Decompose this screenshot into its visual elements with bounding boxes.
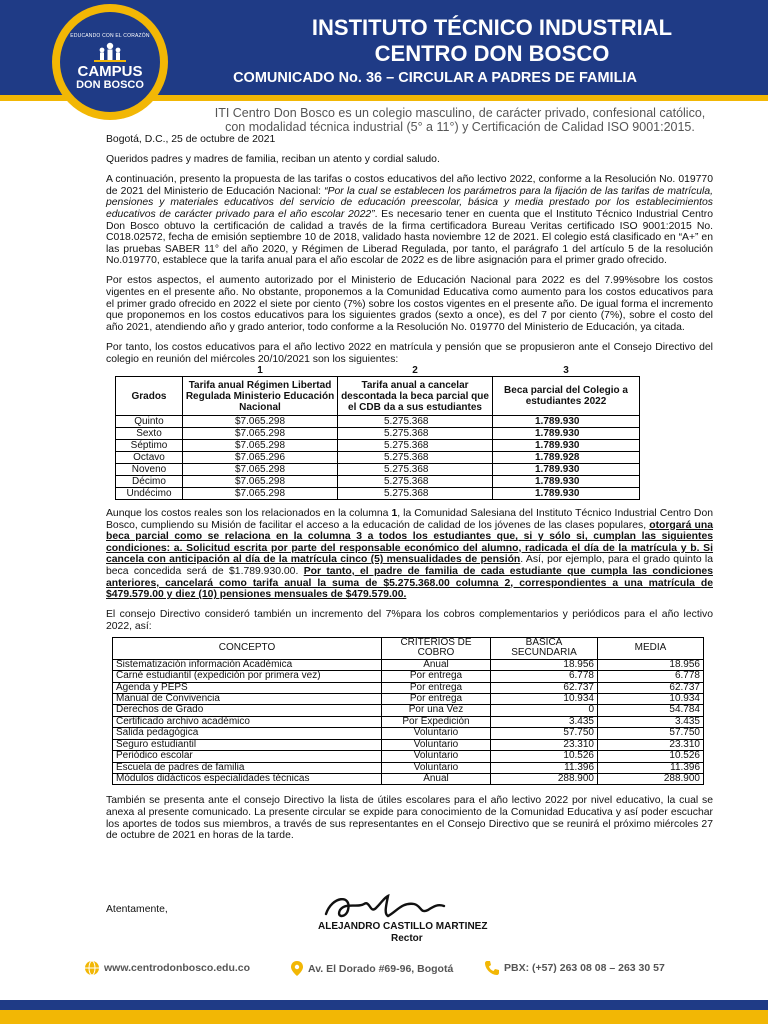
media-cell: 10.526 [598, 751, 704, 762]
charges-table [112, 637, 704, 785]
grade-cell: Undécimo [116, 488, 183, 500]
footer-website-item [84, 960, 250, 976]
scholarship-cell: 1.789.930 [493, 488, 640, 500]
criteria-cell: Por entrega [382, 671, 491, 682]
table-row [116, 488, 640, 500]
concept-cell: Agenda y PEPS [113, 682, 382, 693]
secondary-cell: 0 [491, 705, 598, 716]
secondary-cell: 6.778 [491, 671, 598, 682]
table-row [113, 671, 704, 682]
paragraph-closing-notes: También se presenta ante el consejo Directivo la lista de útiles escolares para el año lectivo 2022 por nivel educativo, la cual se anexa al presente comunicado. La presente circular se expide para conocimiento de la Comunidad Educativa y así poder escuchar los aportes de todos sus miembros, a través de sus representantes en el Consejo Directivo que se reunirá el próximo miércoles 27 de octubre de 2021 en horas de la tarde. [106, 795, 713, 842]
discounted-fee-cell: 5.275.368 [338, 416, 493, 428]
charges-header-concept: CONCEPTO [113, 638, 382, 660]
regulated-fee-cell: $7.065.298 [183, 476, 338, 488]
charges-header-media: MEDIA [598, 638, 704, 660]
p1-quote: “Por la cual se establecen los parámetros para la fijación de las tarifas de matrícula, pensiones y materiales educativos del servicio de educación preescolar, básica y media prestado por los establecimientos educativos de carácter privado para el año escolar 2022” [106, 185, 713, 220]
concept-cell: Sistematización información Académica [113, 659, 382, 670]
criteria-cell: Por entrega [382, 694, 491, 705]
tuition-table [115, 365, 640, 500]
scholarship-cell: 1.789.928 [493, 452, 640, 464]
secondary-cell: 23.310 [491, 739, 598, 750]
concept-cell: Carné estudiantil (expedición por primera vez) [113, 671, 382, 682]
criteria-cell: Voluntario [382, 739, 491, 750]
footer [0, 948, 768, 988]
grade-cell: Sexto [116, 428, 183, 440]
letter-greeting: Queridos padres y madres de familia, reciban un atento y cordial saludo. [106, 154, 440, 166]
location-pin-icon [290, 960, 304, 977]
table-row [113, 694, 704, 705]
table-header-discounted-fee: Tarifa anual a cancelar descontada la beca parcial que el CDB da a sus estudiantes [338, 377, 493, 416]
media-cell: 6.778 [598, 671, 704, 682]
secondary-cell: 57.750 [491, 728, 598, 739]
secondary-cell: 10.934 [491, 694, 598, 705]
media-cell: 23.310 [598, 739, 704, 750]
media-cell: 11.396 [598, 762, 704, 773]
media-cell: 18.956 [598, 659, 704, 670]
regulated-fee-cell: $7.065.298 [183, 416, 338, 428]
regulated-fee-cell: $7.065.298 [183, 464, 338, 476]
discounted-fee-cell: 5.275.368 [338, 476, 493, 488]
discounted-fee-cell: 5.275.368 [338, 488, 493, 500]
letter-date: Bogotá, D.C., 25 de octubre de 2021 [106, 134, 276, 145]
logo-campus: CAMPUS [77, 63, 143, 80]
table-row [113, 728, 704, 739]
footer-address: Av. El Dorado #69-96, Bogotá [308, 962, 454, 975]
concept-cell: Salida pedagógica [113, 728, 382, 739]
column-number-3: 3 [563, 365, 569, 377]
secondary-cell: 62.737 [491, 682, 598, 693]
p4-text-b: , la Comunidad Salesiana del Instituto Técnico Industrial Centro Don Bosco, cumpliendo su Misión de facilitar el acceso a la educación de calidad de los jóvenes de las clases populares, [106, 508, 713, 531]
media-cell: 10.934 [598, 694, 704, 705]
table-row [116, 464, 640, 476]
media-cell: 54.784 [598, 705, 704, 716]
people-icon [90, 41, 130, 63]
table-row [113, 682, 704, 693]
discounted-fee-cell: 5.275.368 [338, 452, 493, 464]
institution-title-line1: INSTITUTO TÉCNICO INDUSTRIAL [311, 15, 673, 40]
column-number-1: 1 [257, 365, 263, 377]
media-cell: 3.435 [598, 716, 704, 727]
criteria-cell: Voluntario [382, 751, 491, 762]
criteria-cell: Voluntario [382, 728, 491, 739]
table-row [113, 773, 704, 784]
charges-header-criteria: CRITERIOS DE COBRO [382, 638, 491, 660]
concept-cell: Seguro estudiantil [113, 739, 382, 750]
footer-phone-item [484, 960, 665, 976]
table-row [116, 452, 640, 464]
p4-text-a: Aunque los costos reales son los relacionados en la columna [106, 508, 392, 520]
footer-address-item [290, 960, 453, 977]
concept-cell: Escuela de padres de familia [113, 762, 382, 773]
concept-cell: Certificado archivo académico [113, 716, 382, 727]
school-logo [52, 4, 168, 120]
footer-phone: PBX: (+57) 263 08 08 – 263 30 57 [504, 962, 665, 974]
paragraph-scholarship [106, 508, 713, 601]
scholarship-cell: 1.789.930 [493, 416, 640, 428]
regulated-fee-cell: $7.065.298 [183, 428, 338, 440]
table-header-regulated-fee: Tarifa anual Régimen Libertad Regulada Ministerio Educación Nacional [183, 377, 338, 416]
p4-payment-terms: Por tanto, el padre de familia de cada estudiante que cumpla las condiciones anteriores, cancelará como tarifa anual la suma de $5.275.368.00 columna 2, correspondientes a una matrícula de $479.579.00 y diez (10) pensiones mensuales de $479.579.00. [106, 566, 713, 601]
criteria-cell: Por Expedición [382, 716, 491, 727]
criteria-cell: Anual [382, 773, 491, 784]
regulated-fee-cell: $7.065.298 [183, 488, 338, 500]
grade-cell: Décimo [116, 476, 183, 488]
concept-cell: Periódico escolar [113, 751, 382, 762]
table-row [113, 739, 704, 750]
regulated-fee-cell: $7.065.296 [183, 452, 338, 464]
p4-text-c: . Así, por ejemplo, para el grado quinto la beca concedida será de $1.789.930.00. [106, 554, 713, 578]
criteria-cell: Voluntario [382, 762, 491, 773]
secondary-cell: 3.435 [491, 716, 598, 727]
intro-line-1: ITI Centro Don Bosco es un colegio masculino, de carácter privado, confesional católico, [214, 106, 706, 120]
media-cell: 62.737 [598, 682, 704, 693]
regulated-fee-cell: $7.065.298 [183, 440, 338, 452]
globe-icon [84, 960, 100, 976]
column-number-2: 2 [412, 365, 418, 377]
scholarship-cell: 1.789.930 [493, 440, 640, 452]
concept-cell: Manual de Convivencia [113, 694, 382, 705]
table-row [113, 705, 704, 716]
institution-intro [170, 106, 750, 134]
grade-cell: Quinto [116, 416, 183, 428]
table-header-grades: Grados [116, 377, 183, 416]
grade-cell: Octavo [116, 452, 183, 464]
table-row [116, 440, 640, 452]
concept-cell: Módulos didácticos especialidades técnicas [113, 773, 382, 784]
discounted-fee-cell: 5.275.368 [338, 428, 493, 440]
criteria-cell: Anual [382, 659, 491, 670]
phone-icon [484, 960, 500, 976]
scholarship-cell: 1.789.930 [493, 428, 640, 440]
discounted-fee-cell: 5.275.368 [338, 464, 493, 476]
closing-salutation: Atentamente, [106, 904, 168, 915]
p4-conditions: otorgará una beca parcial como se relaciona en la columna 3 a todos los estudiantes que, si y sólo si, cumplan las siguientes condiciones: a. Solicitud escrita por parte del responsable económico del alumno, radicada el día de la matrícula y b. Si cancela con anticipación al día de la matrícula cinco (5) mensualidades de pensión [106, 519, 713, 566]
secondary-cell: 10.526 [491, 751, 598, 762]
intro-line-2: con modalidad técnica industrial (5° a 11°) y Certificación de Calidad ISO 9001:2015. [225, 120, 695, 134]
table-row [113, 751, 704, 762]
table-row [113, 659, 704, 670]
grade-cell: Noveno [116, 464, 183, 476]
discounted-fee-cell: 5.275.368 [338, 440, 493, 452]
charges-header-secondary: BASICA SECUNDARIA [491, 638, 598, 660]
table-row [116, 476, 640, 488]
table-row [113, 762, 704, 773]
signature-block [106, 890, 706, 950]
communique-title: COMUNICADO No. 36 – CIRCULAR A PADRES DE FAMILIA [233, 70, 637, 86]
logo-tagline: EDUCANDO CON EL CORAZÓN [70, 33, 150, 39]
p1-text-a: A continuación, presento la propuesta de las tarifas o costos educativos del año lectivo 2022, conforme a la Resolución No. 019770 de 2021 del Ministerio de Educación Nacional: [106, 174, 713, 197]
paragraph-charges-intro: El consejo Directivo consideró también un incremento del 7%para los cobros complementarios y periódicos para el año lectivo 2022, así: [106, 609, 713, 632]
institution-title-line2: CENTRO DON BOSCO [374, 41, 610, 66]
media-cell: 288.900 [598, 773, 704, 784]
table-row [113, 716, 704, 727]
footer-bar-yellow [0, 1010, 768, 1024]
table-row [116, 428, 640, 440]
criteria-cell: Por entrega [382, 682, 491, 693]
paragraph-increase: Por estos aspectos, el aumento autorizado por el Ministerio de Educación Nacional para 2022 es del 7.99%sobre los costos vigentes en el presente año. No obstante, proponemos a la Comunidad Educativa como aumento para los costos educativos para el primer grado ofrecido en 2022 el siete por ciento (7%) sobre los costos vigentes en el presente año. De igual forma el incremento que proponemos en los costos educativos para los siguientes grados (sexto a once), es del 7 por ciento (7%), sobre el costo del año 2021, atendiendo año y grado anterior, todo conforme a la Resolución No. 019770 del Ministerio de Educación, ya citada. [106, 275, 713, 333]
grade-cell: Séptimo [116, 440, 183, 452]
paragraph-resolution [106, 174, 713, 267]
p4-column-ref: 1 [391, 508, 398, 520]
paragraph-costs-intro: Por tanto, los costos educativos para el año lectivo 2022 en matrícula y pensión que se propusieron ante el Consejo Directivo del colegio en reunión del miércoles 20/10/2021 son los siguientes: [106, 341, 713, 365]
letter-body [106, 134, 713, 850]
secondary-cell: 11.396 [491, 762, 598, 773]
table-row [116, 416, 640, 428]
footer-website[interactable]: www.centrodonbosco.edu.co [104, 962, 251, 974]
secondary-cell: 288.900 [491, 773, 598, 784]
media-cell: 57.750 [598, 728, 704, 739]
footer-bar-blue [0, 1000, 768, 1010]
scholarship-cell: 1.789.930 [493, 464, 640, 476]
concept-cell: Derechos de Grado [113, 705, 382, 716]
signer-name: ALEJANDRO CASTILLO MARTINEZ [318, 921, 488, 932]
p1-text-b: . Es necesario tener en cuenta que el Instituto Técnico Industrial Centro Don Bosco obtuvo la certificación de calidad a través de la firma certificadora Bureau Veritas certificado ISO 9001:2015 No. C018.02572, fecha de emisión septiembre 10 de 2018, validado hasta noviembre 12 de 2021. El colegio está clasificado en “A+” en las pruebas SABER 11° del año 2020, y Régimen de Liberad Regulada, por tanto, el parágrafo 1 del artículo 5 de la resolución No.019770, establece que la tarifa anual para el año escolar de 2022 es de libre asignación para el primer grado ofrecido. [106, 208, 713, 267]
signer-role: Rector [391, 933, 423, 944]
criteria-cell: Por una Vez [382, 705, 491, 716]
table-header-scholarship: Beca parcial del Colegio a estudiantes 2022 [493, 377, 640, 416]
logo-donbosco: DON BOSCO [76, 79, 144, 91]
scholarship-cell: 1.789.930 [493, 476, 640, 488]
secondary-cell: 18.956 [491, 659, 598, 670]
